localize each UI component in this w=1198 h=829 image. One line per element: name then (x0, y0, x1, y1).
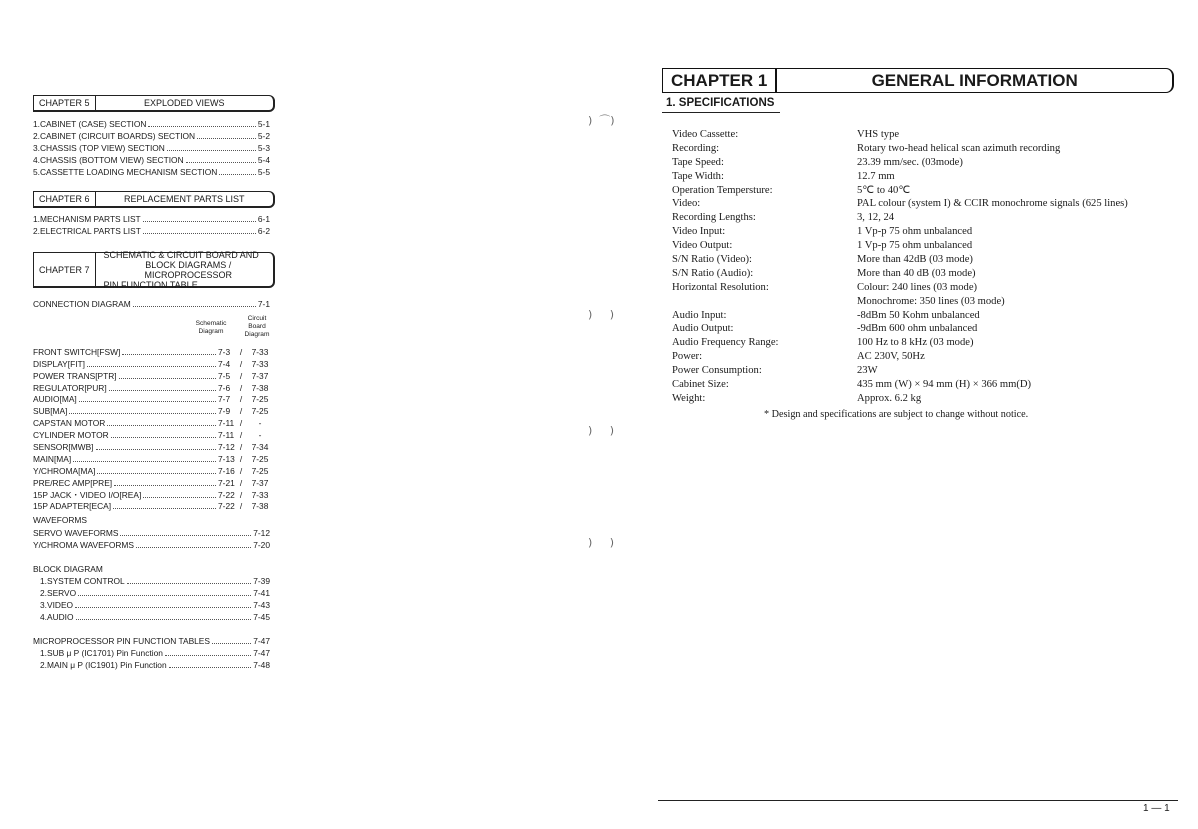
table-row[interactable]: PRE/REC AMP[PRE] 7-21 / 7-37 (33, 477, 269, 488)
chapter-1-header (662, 68, 1174, 93)
spec-row: Operation Tempersture: 5℃ to 40℃ (672, 184, 911, 196)
toc-item[interactable]: MICROPROCESSOR PIN FUNCTION TABLES 7-47 (33, 636, 270, 646)
chapter-6-header (33, 191, 275, 208)
table-row[interactable]: DISPLAY[FIT] 7-4 / 7-33 (33, 358, 269, 369)
table-row[interactable]: POWER TRANS[PTR] 7-5 / 7-37 (33, 370, 269, 381)
spec-row: Tape Speed: 23.39 mm/sec. (03mode) (672, 156, 963, 168)
toc-item[interactable]: 1.SUB μ P (IC1701) Pin Function 7-47 (40, 648, 270, 658)
spec-row: Video Cassette: VHS type (672, 129, 900, 140)
toc-item[interactable]: 2.CABINET (CIRCUIT BOARDS) SECTION 5-2 (33, 131, 270, 141)
table-row[interactable]: REGULATOR[PUR] 7-6 / 7-38 (33, 382, 269, 393)
spec-row: Video: PAL colour (system I) & CCIR monochrome signals (625 lines) (672, 198, 1128, 210)
spec-row: Power Consumption: 23W (672, 365, 878, 377)
chapter-7-label: CHAPTER 7 (34, 253, 96, 286)
spec-row: Audio Output: -9dBm 600 ohm unbalanced (672, 323, 978, 335)
col-board-head: Circuit Board Diagram (244, 315, 270, 338)
toc-item[interactable]: 1.CABINET (CASE) SECTION 5-1 (33, 119, 270, 129)
toc-item[interactable]: 3.CHASSIS (TOP VIEW) SECTION 5-3 (33, 143, 270, 153)
toc-item[interactable]: 3.VIDEO 7-43 (40, 600, 270, 610)
toc-item[interactable]: 1.MECHANISM PARTS LIST 6-1 (33, 214, 270, 224)
chapter-6-label: CHAPTER 6 (34, 192, 96, 206)
spec-row: Video Input: 1 Vp-p 75 ohm unbalanced (672, 226, 973, 238)
binding-hole-mark: ) ) (588, 536, 615, 549)
connection-diagram (33, 298, 270, 310)
toc-item[interactable]: 4.AUDIO 7-45 (40, 612, 270, 622)
toc-item[interactable]: 2.SERVO 7-41 (40, 588, 270, 598)
toc-item[interactable]: CONNECTION DIAGRAM 7-1 (33, 299, 270, 309)
table-row[interactable]: AUDIO[MA] 7-7 / 7-25 (33, 394, 269, 405)
spec-row: S/N Ratio (Audio): More than 40 dB (03 mode) (672, 267, 976, 279)
table-row[interactable]: CYLINDER MOTOR 7-11 / - (33, 430, 262, 441)
toc-item[interactable]: Y/CHROMA WAVEFORMS 7-20 (33, 540, 270, 550)
spec-row: Audio Frequency Range: 100 Hz to 8 kHz (03 mode) (672, 337, 974, 349)
chapter-5-title: EXPLODED VIEWS (143, 98, 225, 108)
table-row[interactable]: CAPSTAN MOTOR 7-11 / - (33, 418, 262, 429)
specifications-heading: 1. SPECIFICATIONS (666, 97, 775, 109)
block-diagram-heading: BLOCK DIAGRAM (33, 564, 103, 574)
chapter-1-label: CHAPTER 1 (663, 69, 777, 92)
page-number: 1 — 1 (1143, 803, 1170, 814)
specifications-table (672, 128, 1128, 406)
table-row[interactable]: SENSOR[MWB] 7-12 / 7-34 (33, 442, 269, 453)
table-row[interactable]: 15P ADAPTER[ECA] 7-22 / 7-38 (33, 501, 269, 512)
spec-row: Cabinet Size: 435 mm (W) × 94 mm (H) × 366 mm(D) (672, 379, 1032, 391)
spec-row: S/N Ratio (Video): More than 42dB (03 mode) (672, 254, 973, 266)
toc-item[interactable]: SERVO WAVEFORMS 7-12 (33, 528, 270, 538)
spec-row: Recording Lengths: 3, 12, 24 (672, 212, 895, 224)
specifications-note: * Design and specifications are subject to change without notice. (764, 409, 1029, 420)
binding-hole-mark: ) ) (588, 424, 615, 437)
binding-hole-mark: ) ⌒) (588, 114, 615, 127)
toc-item[interactable]: 2.ELECTRICAL PARTS LIST 6-2 (33, 226, 270, 236)
diagram-list (33, 346, 271, 512)
block-diagram-list (40, 575, 270, 623)
waveforms-list (33, 527, 270, 551)
spec-row: Weight: Approx. 6.2 kg (672, 392, 922, 404)
table-row[interactable]: FRONT SWITCH[FSW] 7-3 / 7-33 (33, 346, 269, 357)
table-row[interactable]: SUB[MA] 7-9 / 7-25 (33, 406, 269, 417)
toc-item[interactable]: 5.CASSETTE LOADING MECHANISM SECTION 5-5 (33, 167, 270, 177)
table-row[interactable]: MAIN[MA] 7-13 / 7-25 (33, 453, 269, 464)
microprocessor-list (40, 647, 270, 671)
heading-underline (662, 112, 780, 113)
spec-row: Horizontal Resolution: Colour: 240 lines (03 mode) (672, 281, 978, 293)
chapter-5-label: CHAPTER 5 (34, 96, 96, 110)
spec-row: Audio Input: -8dBm 50 Kohm unbalanced (672, 309, 980, 321)
chapter-7-header (33, 249, 275, 290)
chapter-5-list (33, 118, 270, 178)
waveforms-heading: WAVEFORMS (33, 515, 87, 525)
spec-row: Tape Width: 12.7 mm (672, 170, 895, 182)
binding-hole-mark: ) ) (588, 308, 615, 321)
chapter-6-title: REPLACEMENT PARTS LIST (123, 194, 245, 204)
toc-item[interactable]: 1.SYSTEM CONTROL 7-39 (40, 576, 270, 586)
table-row[interactable]: Y/CHROMA[MA] 7-16 / 7-25 (33, 465, 269, 476)
chapter-7-title: SCHEMATIC & CIRCUIT BOARD AND BLOCK DIAGRAMS / MICROPROCESSOR PIN FUNCTION TABLE (103, 249, 259, 290)
table-row[interactable]: 15P JACK・VIDEO I/O[REA] 7-22 / 7-33 (33, 489, 269, 500)
microprocessor-heading (33, 635, 270, 647)
spec-row: Video Output: 1 Vp-p 75 ohm unbalanced (672, 240, 973, 252)
chapter-1-title: GENERAL INFORMATION (871, 70, 1078, 90)
toc-item[interactable]: 2.MAIN μ P (IC1901) Pin Function 7-48 (40, 660, 270, 670)
spec-row: Power: AC 230V, 50Hz (672, 351, 925, 363)
chapter-5-header (33, 95, 275, 112)
toc-item[interactable]: 4.CHASSIS (BOTTOM VIEW) SECTION 5-4 (33, 155, 270, 165)
spec-row: Monochrome: 350 lines (03 mode) (857, 295, 1005, 307)
spec-row: Recording: Rotary two-head helical scan azimuth recording (672, 142, 1061, 154)
chapter-6-list (33, 213, 270, 237)
footer-rule (658, 800, 1178, 801)
col-schematic-head: Schematic Diagram (195, 320, 227, 335)
